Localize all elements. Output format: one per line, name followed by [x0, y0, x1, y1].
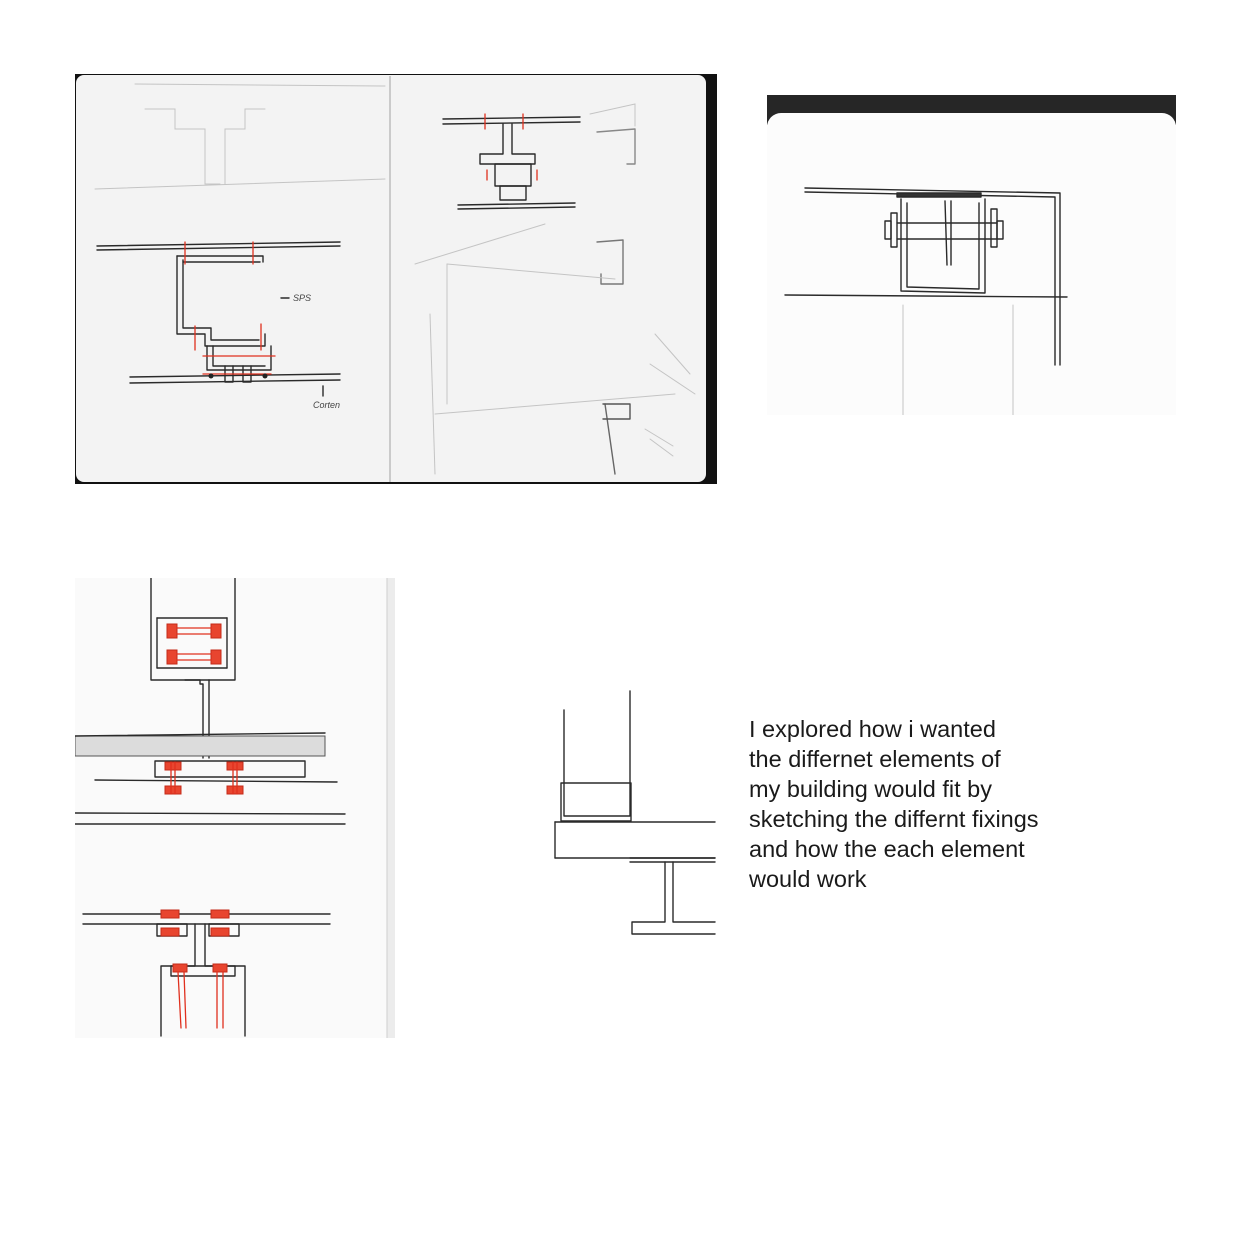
bolt-head-icon — [167, 624, 177, 638]
nut-icon — [227, 786, 243, 794]
nut-icon — [211, 910, 229, 918]
nut-icon — [161, 928, 179, 936]
bolt-head-icon — [211, 624, 221, 638]
nut-icon — [227, 762, 243, 770]
bolt-head-icon — [167, 650, 177, 664]
left-page — [75, 578, 387, 1038]
bolt-head-icon — [211, 650, 221, 664]
nut-icon — [161, 910, 179, 918]
annotation-corten: Corten — [313, 400, 341, 410]
sketchbook-page-fixings-2 — [767, 95, 1176, 415]
nut-icon — [213, 964, 227, 972]
annotation-sps: SPS — [293, 293, 312, 303]
nut-icon — [165, 786, 181, 794]
sketchbook-spread-fixings-1 — [75, 74, 717, 484]
description-text: I explored how i wanted the differnet elements of my building would fit by sketching the differnt fixings and how the each element would work — [749, 716, 1039, 892]
nut-icon — [211, 928, 229, 936]
bolt-icon — [263, 374, 268, 379]
bolt-icon — [209, 374, 214, 379]
nut-icon — [173, 964, 187, 972]
hatched-slab — [75, 733, 325, 756]
sketchbook-spread-fixings-3 — [75, 578, 717, 1038]
spine — [387, 578, 395, 1038]
nut-icon — [165, 762, 181, 770]
